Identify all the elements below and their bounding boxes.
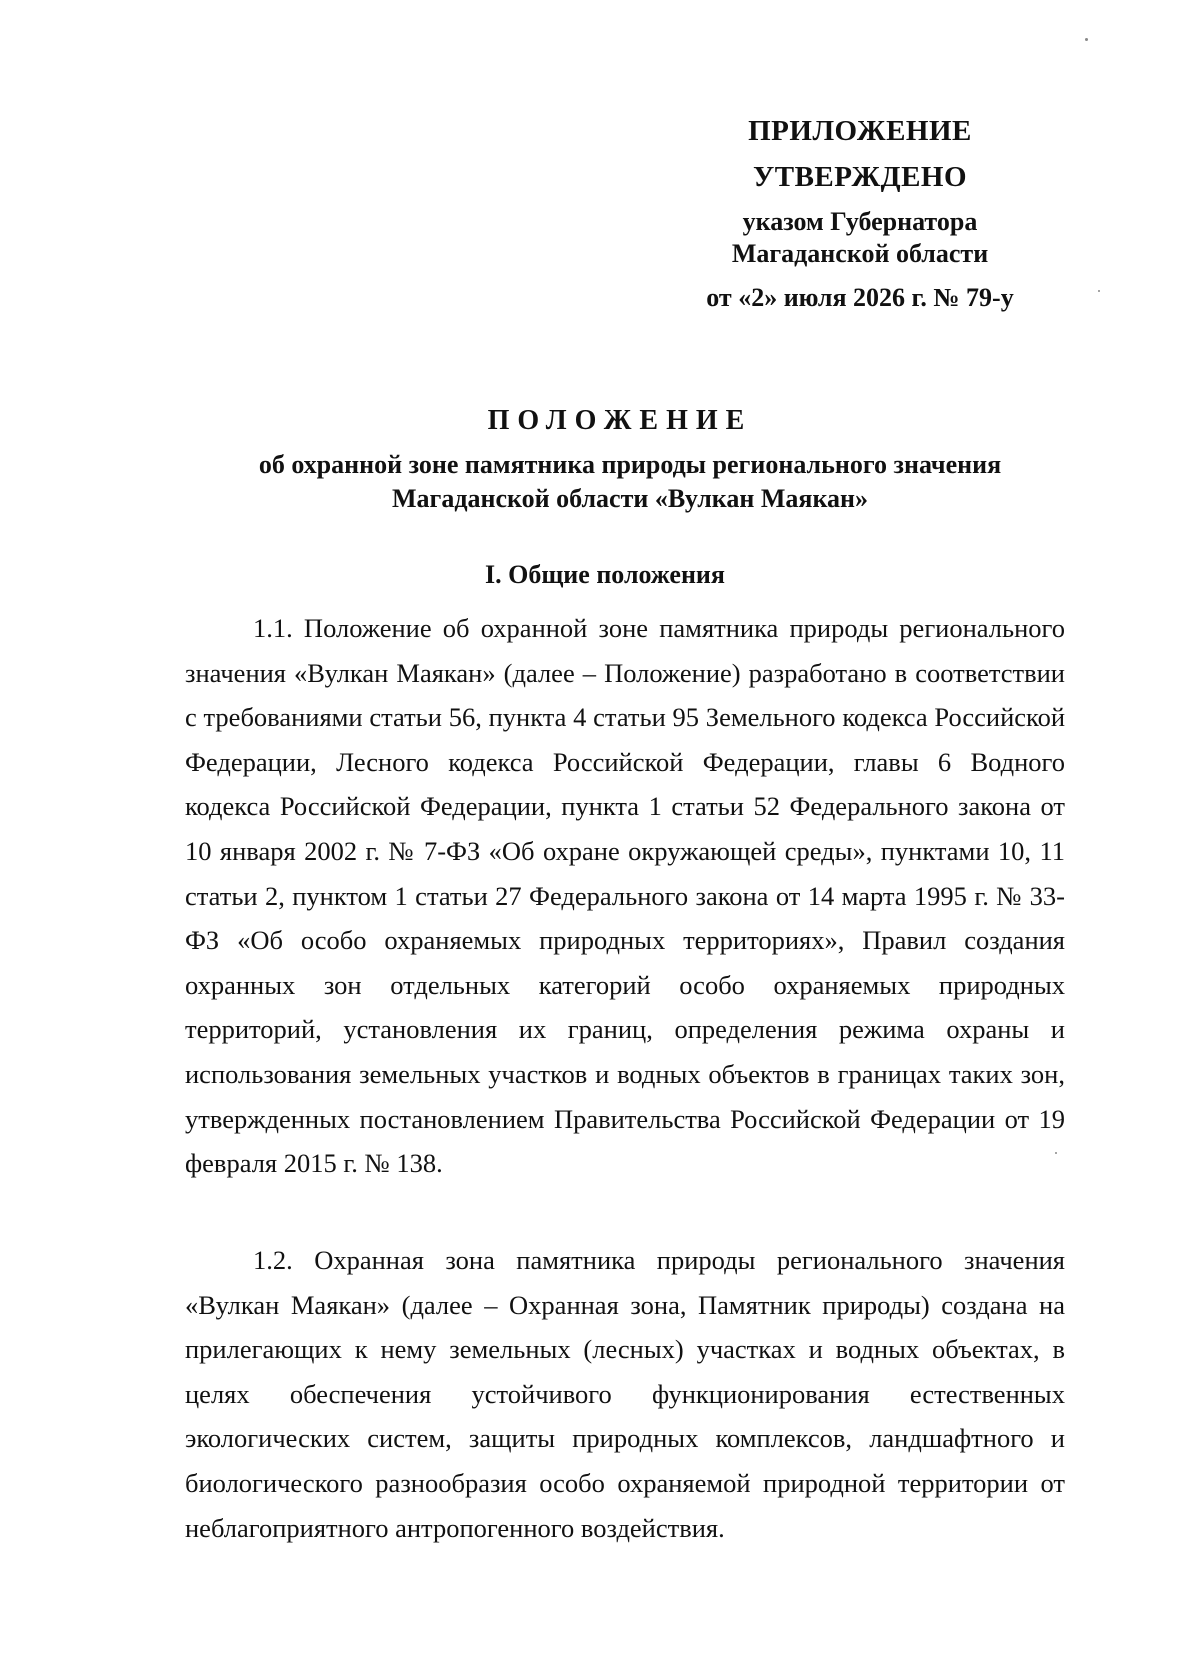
section-heading: I. Общие положения — [485, 560, 725, 589]
approved-region: Магаданской области — [731, 239, 989, 268]
paragraph-1-1: 1.1. Положение об охранной зоне памятника природы регионального значения «Вулкан Маякан» (далее – Положение) разработано в соответствии с требованиями статьи 56, пункта 4 статьи 95 Земельного кодекса Российской Федерации, Лесного кодекса Российской Федерации, главы 6 Водного кодекса Российской Федерации, пункта 1 статьи 52 Федерального закона от 10 января 2002 г. № 7-ФЗ «Об охране окружающей среды», пунктами 10, 11 статьи 2, пунктом 1 статьи 27 Федерального закона от 14 марта 1995 г. № 33-ФЗ «Об особо охраняемых природных территориях», Правил создания охранных зон отдельных категорий особо охраняемых природных территорий, установления их границ, определения режима охраны и использования земельных участков и водных объектов в границах таких зон, утвержденных постановлением Правительства Российской Федерации от 19 февраля 2015 г. № 138. — [185, 613, 1065, 1179]
approved-label: УТВЕРЖДЕНО — [752, 161, 968, 193]
appendix-label: ПРИЛОЖЕНИЕ — [748, 115, 972, 147]
scan-speck — [1055, 1152, 1057, 1154]
document-title: ПОЛОЖЕНИЕ — [487, 405, 753, 436]
approved-by-decree: указом Губернатора — [742, 207, 978, 236]
subtitle-line-1: об охранной зоне памятника природы регионального значения — [258, 450, 1002, 479]
scan-speck — [1098, 290, 1100, 292]
scan-speck — [1085, 38, 1088, 41]
subtitle-line-2: Магаданской области «Вулкан Маякан» — [391, 484, 869, 513]
decree-date-number: от «2» июля 2026 г. № 79-у — [706, 283, 1014, 312]
paragraph-1-2: 1.2. Охранная зона памятника природы регионального значения «Вулкан Маякан» (далее – Охранная зона, Памятник природы) создана на прилегающих к нему земельных (лесных) участках и водных объектах, в целях обеспечения устойчивого функционирования естественных экологических систем, защиты природных комплексов, ландшафтного и биологического разнообразия особо охраняемой природной территории от неблагоприятного антропогенного воздействия. — [185, 1245, 1065, 1543]
approval-stamp-block — [660, 108, 1060, 314]
document-subtitle — [180, 448, 1080, 516]
